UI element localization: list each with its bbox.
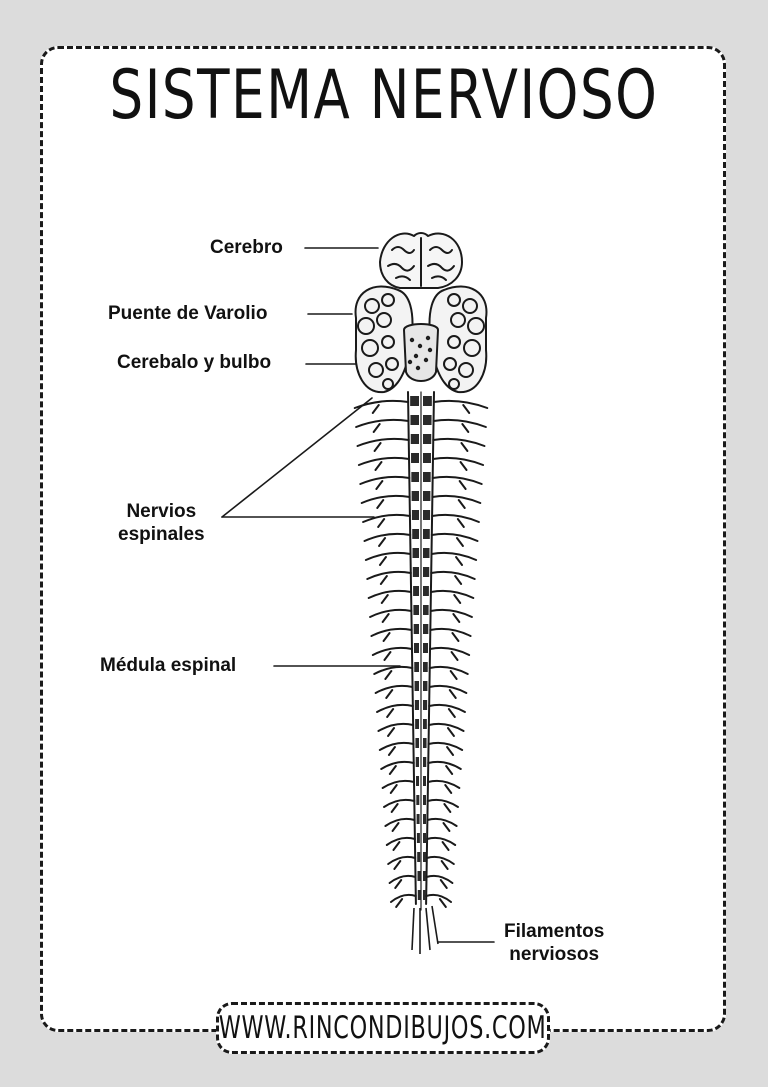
- vertebra-mark: [415, 681, 419, 691]
- spinal-nerve-left: [367, 572, 411, 584]
- vertebra-mark: [423, 814, 426, 824]
- spinal-nerve-right: [432, 496, 480, 508]
- spinal-nerve-right: [433, 439, 484, 451]
- spinal-nerve-left: [385, 819, 414, 831]
- vertebra-mark: [414, 662, 419, 672]
- vertebra-mark: [423, 662, 428, 672]
- vertebra-mark: [423, 453, 431, 463]
- label-puente-text: Puente de Varolio: [108, 303, 268, 324]
- spinal-nerve-left: [383, 781, 414, 793]
- spinal-nerve-left: [378, 724, 413, 736]
- vertebra-mark: [423, 472, 431, 482]
- footer-url-box: [216, 1002, 550, 1054]
- label-cerebelo-text: Cerebalo y bulbo: [117, 352, 272, 373]
- vertebra-mark: [423, 396, 432, 406]
- spinal-nerve-left: [370, 610, 411, 622]
- vertebra-mark: [423, 529, 430, 539]
- spinal-nerve-left: [356, 420, 408, 432]
- spinal-nerve-right: [428, 762, 461, 774]
- vertebra-mark: [413, 548, 419, 558]
- footer-url[interactable]: WWW.RINCONDIBUJOS.COM: [219, 1010, 547, 1046]
- pons-medulla: [404, 324, 438, 381]
- vertebra-mark: [411, 453, 419, 463]
- vertebra-mark: [423, 852, 426, 862]
- label-filamentos-nerviosos: [504, 920, 604, 966]
- spinal-nerve-right: [429, 705, 465, 717]
- vertebra-mark: [423, 586, 429, 596]
- vertebra-mark: [417, 871, 420, 881]
- spinal-nerve-right: [433, 477, 482, 489]
- vertebra-mark: [423, 681, 427, 691]
- spinal-nerve-right: [432, 534, 478, 546]
- leader-nervios-a: [222, 398, 372, 517]
- vertebra-mark: [423, 719, 427, 729]
- vertebra-mark: [415, 738, 419, 748]
- spinal-nerve-left: [388, 857, 415, 869]
- vertebra-mark: [413, 567, 419, 577]
- label-nervios-line2: espinales: [118, 524, 205, 545]
- spinal-nerve-left: [355, 401, 408, 413]
- spinal-nerve-left: [387, 838, 415, 850]
- vertebra-mark: [423, 491, 430, 501]
- vertebra-mark: [423, 567, 429, 577]
- spinal-nerve-left: [374, 667, 412, 679]
- spinal-nerve-left: [360, 477, 409, 489]
- terminal-filaments: [412, 906, 438, 954]
- vertebra-mark: [423, 643, 428, 653]
- spinal-nerve-right: [427, 819, 456, 831]
- spinal-nerve-left: [380, 743, 414, 755]
- label-filamentos-line2: nerviosos: [509, 944, 600, 965]
- vertebra-mark: [423, 624, 428, 634]
- label-nervios-line1: Nervios: [126, 501, 197, 522]
- vertebra-mark: [423, 548, 429, 558]
- label-cerebelo-y-bulbo: [117, 351, 271, 374]
- vertebra-mark: [411, 434, 419, 444]
- spinal-nerve-right: [429, 743, 463, 755]
- spinal-nerve-left: [390, 876, 416, 888]
- spinal-nerve-left: [371, 629, 411, 641]
- vertebra-mark: [423, 795, 426, 805]
- spinal-nerve-left: [384, 800, 414, 812]
- vertebra-mark: [411, 472, 419, 482]
- brain-cerebrum: [380, 233, 462, 288]
- vertebra-mark: [412, 491, 419, 501]
- vertebra-mark: [418, 890, 421, 900]
- spinal-nerve-left: [391, 895, 416, 907]
- vertebra-mark: [423, 890, 426, 900]
- spinal-nerve-right: [431, 610, 472, 622]
- vertebra-mark: [423, 738, 427, 748]
- vertebra-mark: [415, 719, 419, 729]
- spinal-nerve-right: [431, 572, 475, 584]
- vertebra-mark: [423, 415, 432, 425]
- spinal-nerve-right: [433, 458, 483, 470]
- vertebra-mark: [412, 510, 419, 520]
- spinal-nerve-right: [431, 553, 476, 565]
- vertebra-mark: [410, 415, 419, 425]
- vertebra-mark: [416, 795, 419, 805]
- spinal-nerve-right: [427, 838, 455, 850]
- vertebra-mark: [416, 757, 419, 767]
- spinal-nerve-left: [362, 496, 410, 508]
- spinal-nerve-left: [376, 686, 413, 698]
- spinal-nerve-right: [426, 895, 451, 907]
- spinal-nerve-right: [428, 800, 458, 812]
- spinal-nerve-left: [359, 458, 409, 470]
- spinal-nerve-right: [432, 515, 479, 527]
- vertebra-mark: [412, 529, 419, 539]
- vertebra-mark: [416, 776, 419, 786]
- label-medula-espinal: [100, 654, 236, 677]
- vertebra-mark: [410, 396, 419, 406]
- label-cerebro-text: Cerebro: [210, 237, 283, 258]
- spinal-nerve-left: [369, 591, 411, 603]
- spinal-cord: [355, 392, 488, 910]
- spinal-nerve-right: [430, 648, 469, 660]
- vertebra-mark: [414, 643, 419, 653]
- label-puente-de-varolio: [108, 302, 267, 325]
- label-filamentos-line1: Filamentos: [504, 921, 605, 942]
- spinal-nerve-left: [373, 648, 412, 660]
- vertebra-mark: [423, 833, 426, 843]
- spinal-nerve-right: [429, 686, 466, 698]
- vertebra-mark: [423, 510, 430, 520]
- spinal-nerve-right: [429, 724, 464, 736]
- vertebra-mark: [414, 624, 419, 634]
- spinal-nerve-right: [427, 857, 454, 869]
- spinal-nerve-left: [377, 705, 413, 717]
- vertebra-mark: [423, 776, 426, 786]
- page-title: SISTEMA NERVIOSO: [109, 56, 659, 135]
- vertebra-mark: [417, 833, 420, 843]
- vertebra-mark: [423, 757, 426, 767]
- spinal-nerve-left: [366, 553, 411, 565]
- spinal-nerve-right: [434, 401, 487, 413]
- vertebra-mark: [423, 700, 427, 710]
- vertebra-mark: [413, 605, 419, 615]
- vertebra-mark: [413, 586, 419, 596]
- spinal-nerve-right: [430, 629, 470, 641]
- label-nervios-espinales: [118, 500, 205, 546]
- vertebra-mark: [423, 434, 431, 444]
- spinal-nerve-right: [428, 781, 459, 793]
- spinal-nerve-right: [430, 667, 468, 679]
- vertebra-mark: [417, 852, 420, 862]
- label-medula-text: Médula espinal: [100, 655, 237, 676]
- spinal-nerve-right: [434, 420, 486, 432]
- spinal-nerve-left: [364, 534, 410, 546]
- vertebra-mark: [423, 871, 426, 881]
- spinal-nerve-left: [358, 439, 409, 451]
- spinal-nerve-right: [431, 591, 473, 603]
- vertebra-mark: [417, 814, 420, 824]
- vertebra-mark: [423, 605, 429, 615]
- label-cerebro: [210, 236, 283, 259]
- spinal-nerve-left: [381, 762, 414, 774]
- spinal-nerve-right: [427, 876, 453, 888]
- vertebra-mark: [415, 700, 419, 710]
